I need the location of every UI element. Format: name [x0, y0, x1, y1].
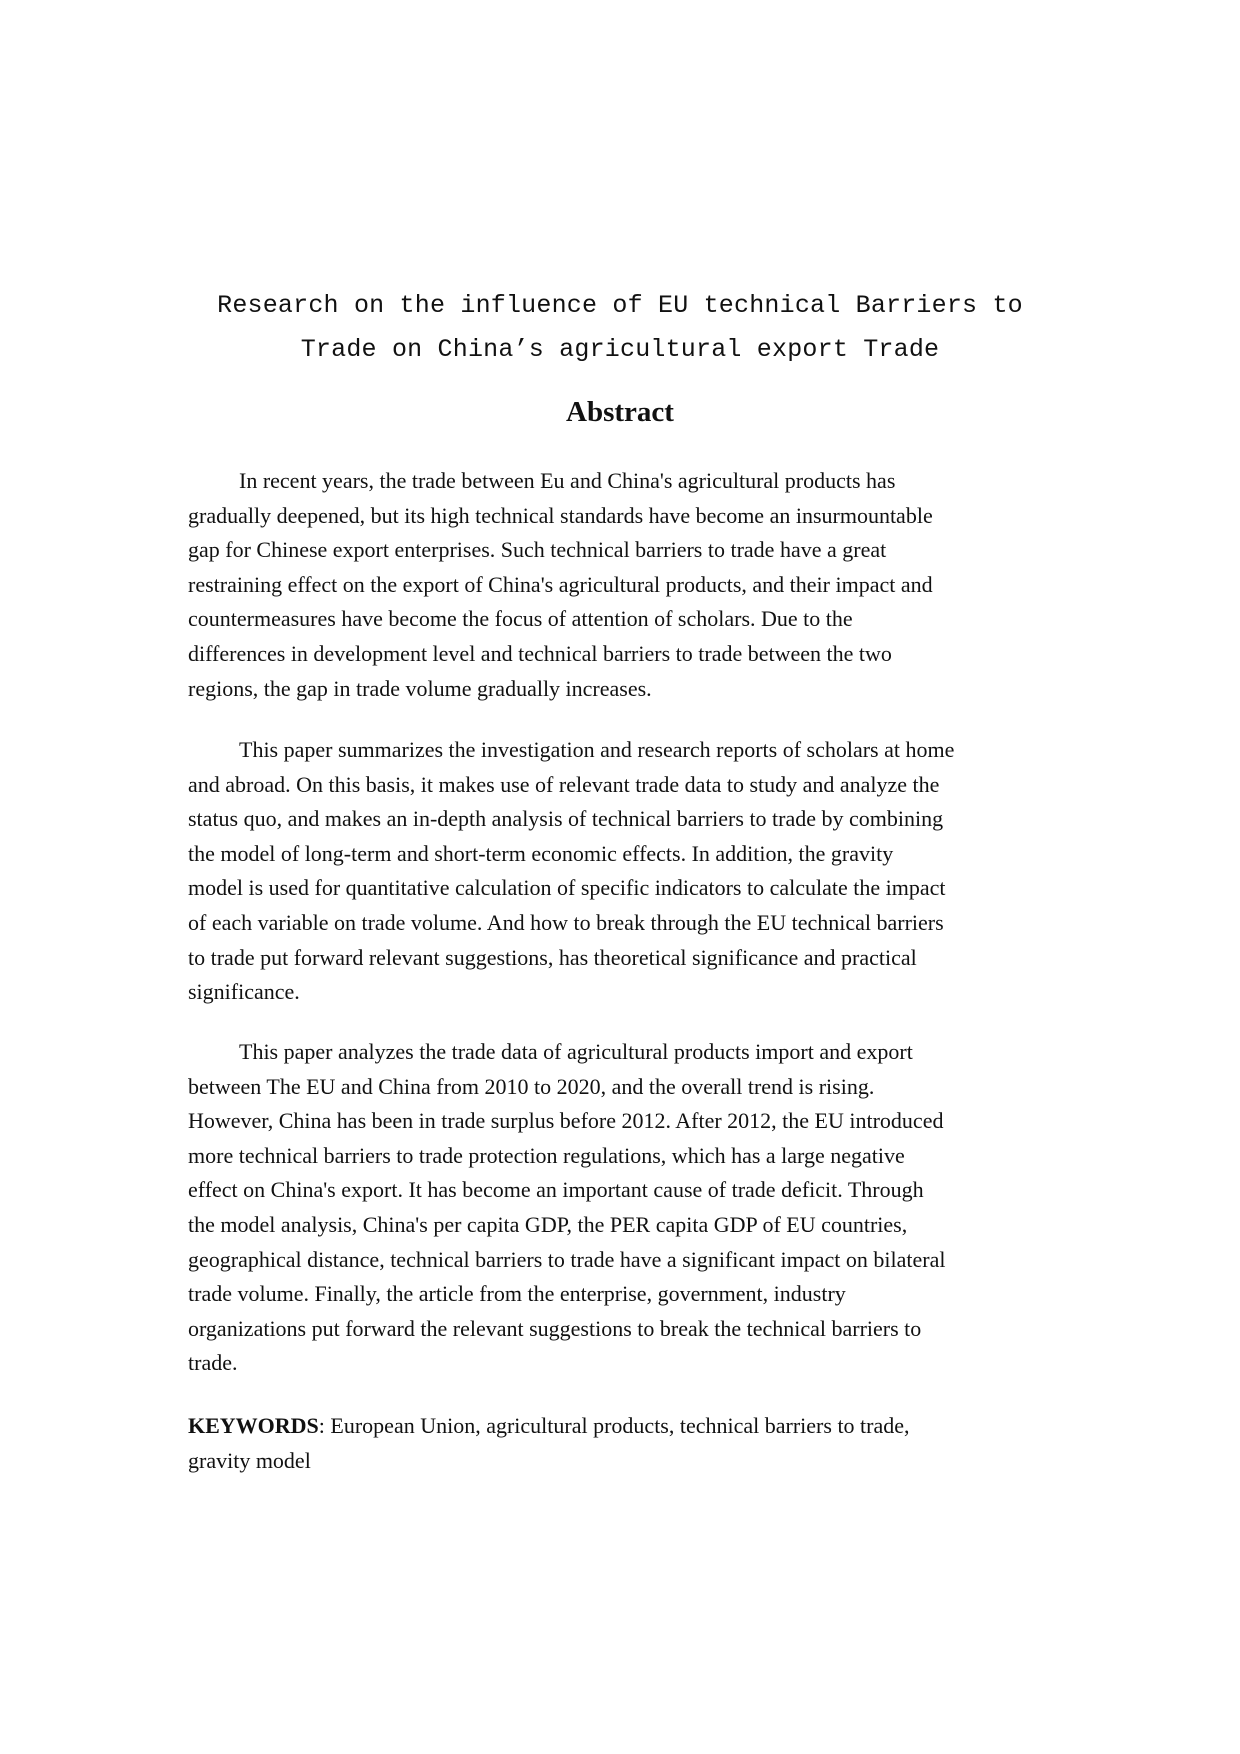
paragraph-line: between The EU and China from 2010 to 2020, and the overall trend is rising. [188, 1073, 875, 1099]
paragraph-line: of each variable on trade volume. And how to break through the EU technical barriers [188, 909, 944, 935]
paragraph-line: significance. [188, 979, 300, 1005]
paragraph-line: differences in development level and technical barriers to trade between the two [188, 640, 892, 666]
keywords-list: : European Union, agricultural products, technical barriers to trade, [318, 1413, 910, 1438]
paragraph-line: However, China has been in trade surplus before 2012. After 2012, the EU introduced [188, 1108, 944, 1134]
paragraph-line: organizations put forward the relevant suggestions to break the technical barriers to [188, 1315, 922, 1341]
paragraph-line: regions, the gap in trade volume gradually increases. [188, 675, 652, 701]
abstract-paragraph-3 [188, 1035, 1068, 1381]
keywords-label: KEYWORDS [188, 1413, 319, 1438]
paragraph-line: geographical distance, technical barriers to trade have a significant impact on bilateral [188, 1246, 946, 1272]
paragraph-line: status quo, and makes an in-depth analysis of technical barriers to trade by combining [188, 806, 944, 832]
paragraph-line: more technical barriers to trade protection regulations, which has a large negative [188, 1142, 905, 1168]
paragraph-line: effect on China's export. It has become an important cause of trade deficit. Through [188, 1177, 924, 1203]
paragraph-line: the model analysis, China's per capita GDP, the PER capita GDP of EU countries, [188, 1211, 908, 1237]
paragraph-line: the model of long-term and short-term economic effects. In addition, the gravity [188, 840, 894, 866]
keywords-list-cont: gravity model [188, 1447, 311, 1473]
paragraph-line: and abroad. On this basis, it makes use of relevant trade data to study and analyze the [188, 771, 940, 797]
title-line: Trade on China’s agricultural export Trade [300, 335, 940, 364]
abstract-paragraph-1 [188, 464, 1068, 706]
paragraph-line: This paper summarizes the investigation and research reports of scholars at home [239, 737, 955, 762]
paragraph-line: This paper analyzes the trade data of agricultural products import and export [239, 1039, 913, 1064]
document-title [0, 284, 1240, 372]
paragraph-line: trade. [188, 1350, 238, 1376]
keywords [188, 1409, 1068, 1478]
paragraph-line: to trade put forward relevant suggestions, has theoretical significance and practical [188, 944, 917, 970]
paragraph-line: restraining effect on the export of China's agricultural products, and their impact and [188, 571, 933, 597]
paragraph-line: gradually deepened, but its high technical standards have become an insurmountable [188, 502, 933, 528]
abstract-heading: Abstract [566, 396, 674, 428]
paragraph-line: model is used for quantitative calculation of specific indicators to calculate the impact [188, 875, 946, 901]
abstract-paragraph-2 [188, 733, 1068, 1010]
paragraph-line: In recent years, the trade between Eu and China's agricultural products has [239, 468, 896, 493]
paragraph-line: countermeasures have become the focus of attention of scholars. Due to the [188, 606, 853, 632]
title-line: Research on the influence of EU technical Barriers to [217, 291, 1023, 320]
paragraph-line: trade volume. Finally, the article from the enterprise, government, industry [188, 1281, 846, 1307]
paragraph-line: gap for Chinese export enterprises. Such technical barriers to trade have a great [188, 537, 887, 563]
